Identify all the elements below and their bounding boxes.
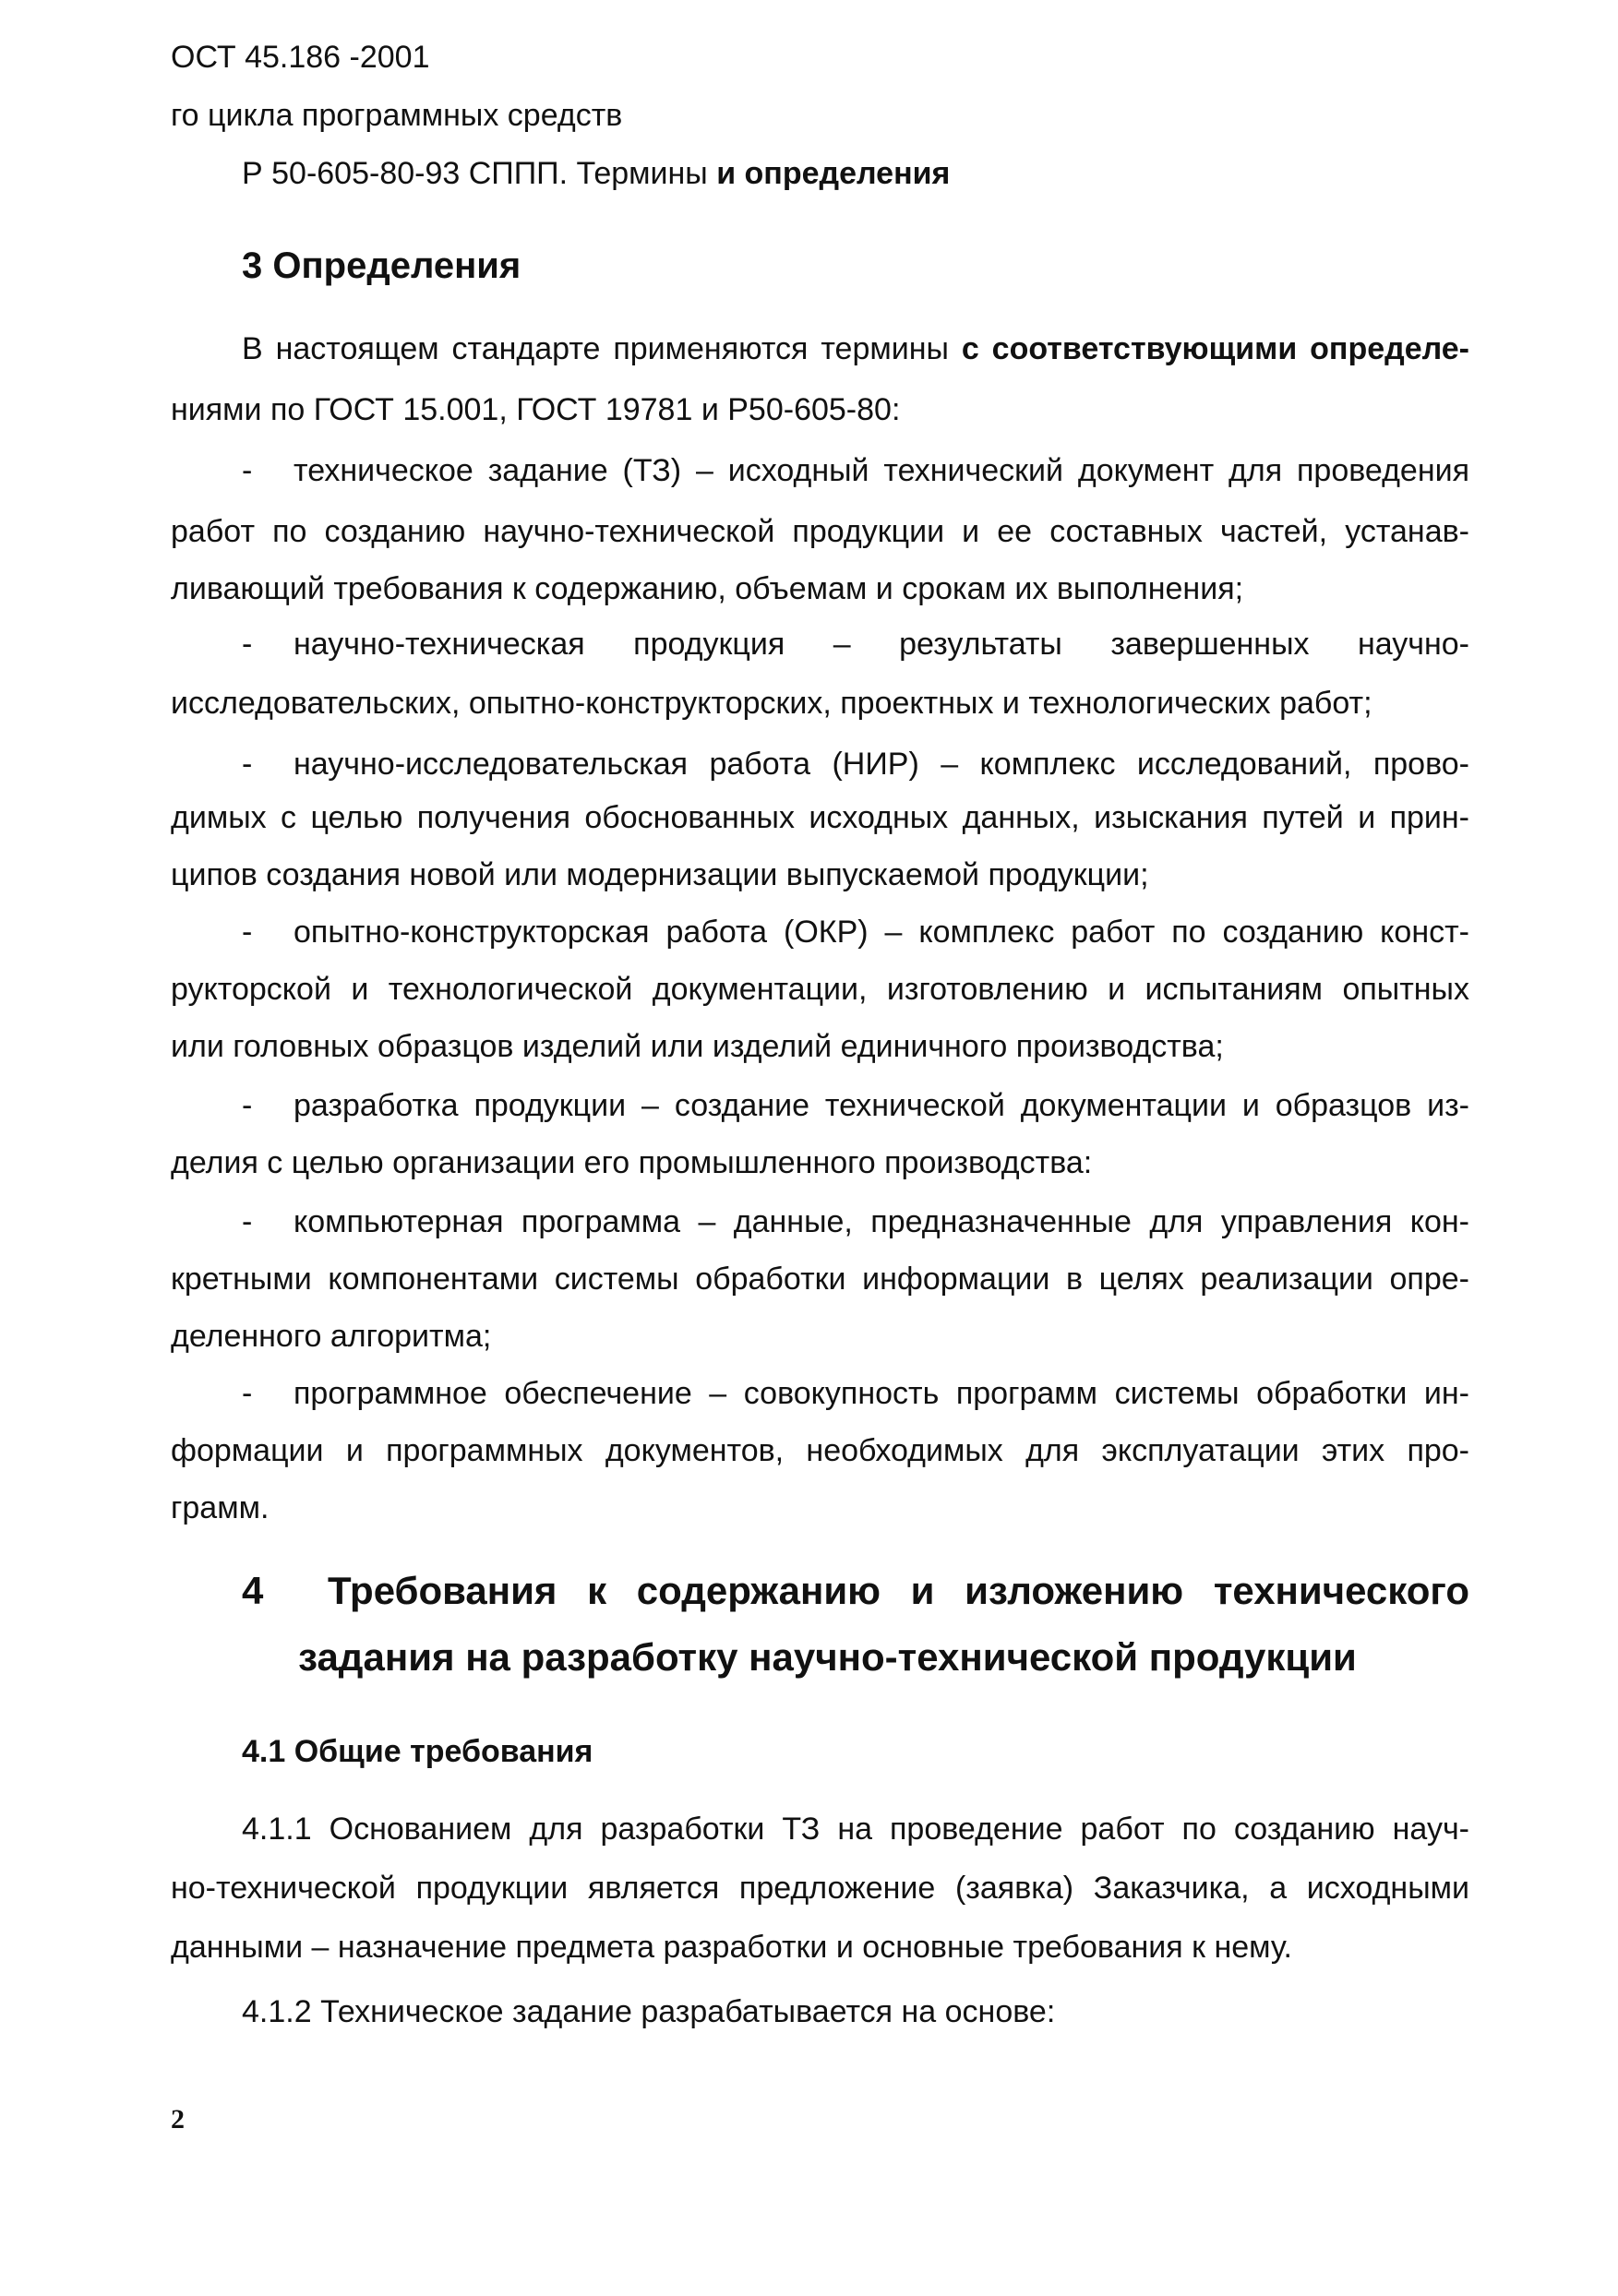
list-item-dash: - [242, 627, 253, 662]
section-4-heading-line-1: Требования к содержанию и изложению технического [328, 1569, 1469, 1612]
definition-5-line-2: делия с целью организации его промышленного производства: [171, 1145, 1093, 1180]
intro-bold: с соответствующими определе- [961, 331, 1469, 366]
section-3-intro-line-1 [242, 330, 1469, 367]
section-3-heading: 3 Определения [242, 245, 521, 286]
definition-4-line-2: рукторской и технологической документации, изготовлению и испытаниям опытных [171, 972, 1469, 1007]
section-3-intro-line-2: ниями по ГОСТ 15.001, ГОСТ 19781 и Р50-605-80: [171, 392, 901, 427]
definition-2-line-1: научно-техническая продукция – результаты завершенных научно- [294, 627, 1469, 662]
definition-7-line-3: грамм. [171, 1490, 270, 1525]
continuation-line-2-plain: Р 50-605-80-93 СППП. Термины [242, 156, 717, 191]
definition-7-line-2: формации и программных документов, необходимых для эксплуатации этих про- [171, 1433, 1469, 1468]
definition-3-line-3: ципов создания новой или модернизации выпускаемой продукции; [171, 857, 1149, 892]
definition-1-line-1: техническое задание (ТЗ) – исходный технический документ для проведения [294, 453, 1469, 488]
continuation-line-2-bold: и определения [716, 156, 951, 191]
list-item-dash: - [242, 1376, 253, 1411]
list-item-dash: - [242, 915, 253, 950]
list-item-dash: - [242, 1088, 253, 1123]
definition-1-line-2: работ по созданию научно-технической продукции и ее составных частей, устанав- [171, 514, 1469, 549]
paragraph-4-1-1-line-2: но-технической продукции является предложение (заявка) Заказчика, а исходными [171, 1871, 1469, 1906]
list-item-dash: - [242, 453, 253, 488]
definition-3-line-2: димых с целью получения обоснованных исходных данных, изыскания путей и прин- [171, 800, 1469, 835]
definition-2-line-2: исследовательских, опытно-конструкторских, проектных и технологических работ; [171, 686, 1372, 721]
definition-6-line-2: кретными компонентами системы обработки информации в целях реализации опре- [171, 1262, 1469, 1297]
paragraph-4-1-2: 4.1.2 Техническое задание разрабатывается на основе: [242, 1994, 1056, 2029]
paragraph-4-1-1-line-3: данными – назначение предмета разработки и основные требования к нему. [171, 1930, 1292, 1965]
definition-4-line-1: опытно-конструкторская работа (ОКР) – комплекс работ по созданию конст- [294, 915, 1469, 950]
list-item-dash: - [242, 1204, 253, 1239]
definition-3-line-1: научно-исследовательская работа (НИР) – комплекс исследований, прово- [294, 747, 1469, 782]
definition-5-line-1: разработка продукции – создание технической документации и образцов из- [294, 1088, 1469, 1123]
definition-6-line-3: деленного алгоритма; [171, 1319, 492, 1354]
intro-plain: В настоящем стандарте применяются термины [242, 331, 962, 366]
definition-6-line-1: компьютерная программа – данные, предназначенные для управления кон- [294, 1204, 1469, 1239]
section-4-number: 4 [242, 1569, 264, 1612]
continuation-line-1: го цикла программных средств [171, 98, 623, 133]
definition-1-line-3: ливающий требования к содержанию, объемам и срокам их выполнения; [171, 571, 1244, 606]
document-code: ОСТ 45.186 -2001 [171, 40, 430, 75]
definition-7-line-1: программное обеспечение – совокупность программ системы обработки ин- [294, 1376, 1469, 1411]
paragraph-4-1-1-line-1: 4.1.1 Основанием для разработки ТЗ на проведение работ по созданию науч- [242, 1812, 1469, 1847]
definition-4-line-3: или головных образцов изделий или изделий единичного производства; [171, 1029, 1224, 1064]
list-item-dash: - [242, 747, 253, 782]
subsection-4-1-heading: 4.1 Общие требования [242, 1734, 593, 1769]
page-number: 2 [171, 2104, 185, 2135]
continuation-line-2 [242, 155, 950, 192]
section-4-heading-line-2: задания на разработку научно-технической продукции [298, 1635, 1357, 1679]
